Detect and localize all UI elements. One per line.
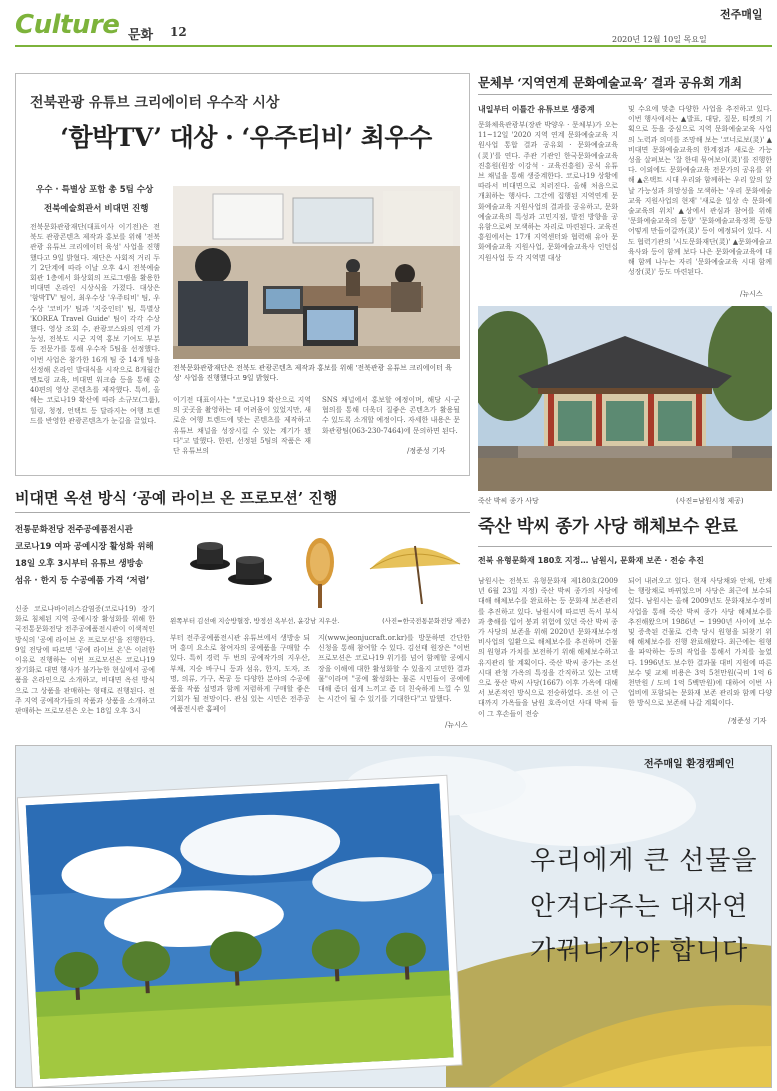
- article1-subhead: 우수 · 특별상 포함 총 5팀 수상: [36, 185, 154, 195]
- article1-photo-caption: 전북문화관광재단은 전북도 관광콘텐츠 제작과 홍보를 위해 '전북관광 유튜브 크리에이터 육성' 사업을 진행했다고 9일 밝혔다.: [173, 364, 452, 382]
- article1-byline: /정준성 기자: [407, 447, 446, 455]
- article4-photo-credit: (사진=남원시청 제공): [676, 497, 744, 505]
- article2-photo-crafts: [170, 524, 470, 610]
- article2-headline: 비대면 옥션 방식 ‘공예 라이브 온 프로모션’ 진행: [15, 489, 338, 507]
- article1-body-column: SNS 채널에서 홍보할 예정이며, 해당 시·군 협의를 통해 더욱더 질좋은 콘텐츠가 활용될 수 있도록 소개할 예정이다. 자세한 내용은 문화관광팀(063-230-7464)에 문의하면 된다.: [322, 396, 460, 435]
- article4-headline: 죽산 박씨 종가 사당 해체보수 완료: [478, 517, 738, 537]
- article3-body-column: 및 수요에 맞춘 다양한 사업을 추진하고 있다. 이번 행사에서는 ▲발표, 대담, 질문, 티켓의 기획으로 등을 중심으로 지역 문화예술교육 사업의 노력과 의미를 조망해 보는 '코너로보(灵)' ▲ 비대면 문화예술교육의 한계점과 새로운 가능성을 살펴보는 '잘 한데 묶여보이(灵)'를 진행한다. 이외에도 문화예술교육 전문가의 공유를 위해 ▲온택트 시대 우리와 함께하는 우리 앞의 앞날 가능성과 희망성을 모색하는 '우리 문화예술교육 지원사업의 현재' '새로운 일상 속 문화예술교육의 위치' ▲상에서 관심과 참여를 위해 '문화예술교육의 동향' '문화예술교육정책 동향 어떻게 만들어갈까(灵)' 등이 예정되어 있다. 시도 협력기관의 '시도문화재단(灵)' ▲문화예술교육사와 등이 함께 보다 나은 문화예술교육에 대해 함께 나누는 자리 '문화예술교육 시대 함께 성장(灵)' 등도 마련된다.: [628, 105, 772, 277]
- article3-body-column: 문화체육관광부(장관 박양우 · 문체부)가 오는 11~12일 '2020 지역 연계 문화예술교육 지원사업 통합 결과 공유회 · 문화예술교육(灵)'를 연다. 주관 기관인 한국문화예술교육진흥원(원장 이강석 · 교육진흥원) 공식 유튜브 채널을 통해 생중계한다. 코로나19 상황에 따라서 비대면으로 치러진다. 올해 처음으로 개최하는 행사다. 그간에 집행된 지역연계 문화예술교육 지원사업의 결과를 공유하고, 문화예술교육의 특성과 고민지점, 발전 방향을 공유함으로써 모색하는 자리로 마련된다. 교육진흥원에서는 17개 지역센터와 협력해 유아 문화예술교육 지원사업, 문화예술교육사 인턴십 지원사업 등 각 지역별 대상: [478, 121, 618, 262]
- article2-subhead: 18일 오후 3시부터 유튜브 생방송: [15, 559, 144, 569]
- article4-body-column: 남원시는 전북도 유형문화재 제180호(2009년 6월 23일 지정) 죽산 박씨 종가의 사당에 대해 해체보수를 완료하는 등 문화재 보존관리를 추진하고 있다. 남원시에 따르면 독서 부식과 충해를 입어 붕괴 위험에 있던 죽산 박씨 종가 사당의 보존을 위해 2020년 문화재보수정비사업의 일환으로 해체보수를 추진하며 건물의 원형과 가치를 보전하기 위해 해체보수하고 유지관리 할 계획이다. 죽산 박씨 종가는 조선시대 관청 가옥의 특징을 간직하고 있는 고택으로 풍산 박씨 사당(1667) 이후 가옥에 대해서 보존적인 방식으로 전승하였다. 조선 이 근대까지 가옥들을 남원 호족이던 사대 박씨 들이 그 후손들이 전승: [478, 577, 618, 718]
- article2-photo-caption: [170, 616, 470, 625]
- ad-slogan-line: 가꿔나가야 합니다: [530, 936, 749, 966]
- header-divider: [15, 45, 772, 47]
- article4-body-column: 되어 내려오고 있다. 현재 사당채와 안채, 안채는 행랑채로 바뀌었으며 사당은 최근에 보수되었다. 남원시는 올해 2009년도 문화재보수정비사업을 통해 죽산 박씨 종가 사당 해체보수를 추진해왔으며 1986년 ~ 1990년 사이에 보수 및 증축된 건물로 건축 당시 원형을 되찾기 위해 해체보수를 진행 완료해왔다. 최근에는 원형을 파악하는 등의 작업을 통해서 가치를 높였다. 1996년도 보수한 결과물 대비 지원에 따른 보수 및 교체 비용은 3억 5천만원(국비 1억 6천만원 / 도비 1억 5백만원)에 대하여 이번 사업비에 포함되는 문화재 보존 관리와 함께 다양한 방식으로 보존해 나갈 계획이다.: [628, 577, 772, 708]
- article4-byline: /정준성 기자: [728, 717, 767, 725]
- article1-body-column: 전북문화관광재단(대표이사 이기전)은 전북도 관광콘텐츠 제작과 홍보를 위해 '전북관광 유튜브 크리에이터 육성' 사업을 진행했다고 9일 밝혔다. 재단은 사회적 거리 두기 2단계에 따라 이날 오후 4시 전북예술회관 1층에서 화상회의 프로그램을 활용한 비대면 온라인 시상식을 가졌다. 대상은 '함박TV' 팀이, 최우수상 '우주티비' 팀, 우수상 '코비가' 팀과 '지중인터' 팀, 특별상 'KOREA Travel Guide' 팀이 각각 수상했다. 영상 조회 수, 관광코스와의 연계 가능성, 전북도 시군 지역 홍보 기여도 부분 등 전문가를 통해 우수작 5팀을 선정했다. 이번 사업은 참가한 16개 팀 중 14개 팀을 선정해 온라인 발대식을 시작으로 8개월간 멘토링 교육, 비대면 워크숍 등을 통해 총 40편의 영상 콘텐츠를 제작했다. 특히, 올해는 코로나19 확산에 따라 소규모(그룹), 힐링, 청정, 언택트 등 달라지는 여행 트렌드를 반영한 관광콘텐츠가 눈길을 끌었다.: [30, 223, 160, 425]
- article2-subheads: [15, 522, 154, 590]
- article2-subhead: 코로나19 여파 공예시장 활성화 위해: [15, 542, 154, 552]
- page-number: 12: [170, 25, 187, 39]
- article4-photo-shrine: [478, 306, 772, 491]
- section-brand: Culture: [15, 10, 120, 40]
- ad-slogan-line: 우리에게 큰 선물을: [530, 846, 758, 876]
- article3-headline: 문체부 ‘지역연계 문화예술교육’ 결과 공유회 개최: [478, 75, 742, 90]
- article1-kicker: 전북관광 유튜브 크리에이터 우수작 시상: [30, 95, 280, 111]
- article3-subhead: 내일부터 이틀간 유튜브로 생중계: [478, 105, 595, 114]
- ad-slogan-line: 안겨다주는 대자연: [530, 892, 749, 922]
- article4-divider: [478, 546, 772, 547]
- article3-byline: /뉴시스: [740, 290, 763, 298]
- article4-photo-caption: 죽산 박씨 종가 사당: [478, 497, 539, 505]
- section-name: 문화: [128, 28, 154, 43]
- article2-photo-credit: (사진=한국전통문화전당 제공): [382, 617, 470, 625]
- article1-headline: ‘함박TV’ 대상 · ‘우주티비’ 최우수: [60, 123, 432, 152]
- issue-date: 2020년 12월 10일 목요일: [612, 35, 707, 44]
- article1-subhead: 전북예술회관서 비대면 진행: [44, 204, 149, 214]
- article1-body-column: 이기전 대표이사는 "코로나19 확산으로 지역의 곳곳을 촬영하는 데 어려움이 있었지만, 새로운 여행 트렌드에 맞는 콘텐츠를 제작하고 유튜브 채널을 성장시킬 수 있는 계기가 됐다"고 말했다. 한편, 선정된 5팀의 작품은 재단 유튜브의: [173, 396, 311, 456]
- article2-body-column: 지(www.jeonjucraft.or.kr)를 방문하면 간단한 신청을 통해 참여할 수 있다. 김선태 원장은 "이번 프로모션은 코로나19 위기를 넘어 함께할 공예시장을 이해에 대한 활성화할 수 있을지 고민한 결과물"이라며 "공예 활성화는 물론 시민들이 공예에 대해 좀더 쉽게 느끼고 좀 더 친숙하게 느낄 수 있는 시간이 될 수 있기를 기대한다"고 말했다.: [318, 634, 470, 704]
- article1-photo: [173, 186, 460, 359]
- article2-subhead: 섬유 · 한지 등 수공예품 가격 ‘저렴’: [15, 576, 150, 586]
- article2-body-column: 부터 전주공예품전시관 유튜브에서 생방송 되며 흥미 요소로 참여자의 공예품을 구매할 수 있다. 특히 경력 두 번의 공예작가의 지우산, 부채, 지승 바구니 등과 섬유, 한지, 도자, 조명, 의류, 가구, 목공 등 다양한 분야의 수공예품을 작품 설명과 함께 저렴하게 구매할 좋은 기회가 될 전망이다. 관심 있는 시민은 전주공예품전시관 홈페이: [170, 634, 310, 714]
- article2-divider: [15, 512, 470, 513]
- article3-divider: [478, 94, 772, 95]
- article2-subhead: 전통문화전당 전주공예품전시관: [15, 525, 133, 535]
- article2-byline: /뉴시스: [445, 721, 468, 729]
- article2-caption-text: 왼쪽부터 김선애 지승방혈장, 방정선 옥부선, 윤강남 지우산.: [170, 617, 340, 625]
- ad-campaign-tag: 전주매일 환경캠페인: [644, 759, 735, 770]
- newspaper-name: 전주매일: [720, 8, 763, 21]
- article4-subhead: 전북 유형문화재 180호 지정… 남원시, 문화재 보존 · 전승 추진: [478, 556, 704, 565]
- article2-body-column: 신종 코로나바이러스감염증(코로나19) 장기화로 침체된 지역 공예시장 활성화를 위해 한국전통문화전당 전주공예품전시관이 이색적인 방식의 '공예 라이브 온 프로모션'을 진행한다. 9일 전당에 따르면 '공예 라이브 온'은 이러한 이유로 진행하는 이번 프로모션은 코로나19 장기화로 대면 행사가 불가능한 현실에서 공예품을 온라인으로 소개하고, 비대면 옥션 방식으로 그 상품을 판매하는 형태로 진행된다. 전주 지역 공예작가들의 작품과 상품을 소개하고 판매하는 프로모션은 오는 18일 오후 3시: [15, 605, 155, 716]
